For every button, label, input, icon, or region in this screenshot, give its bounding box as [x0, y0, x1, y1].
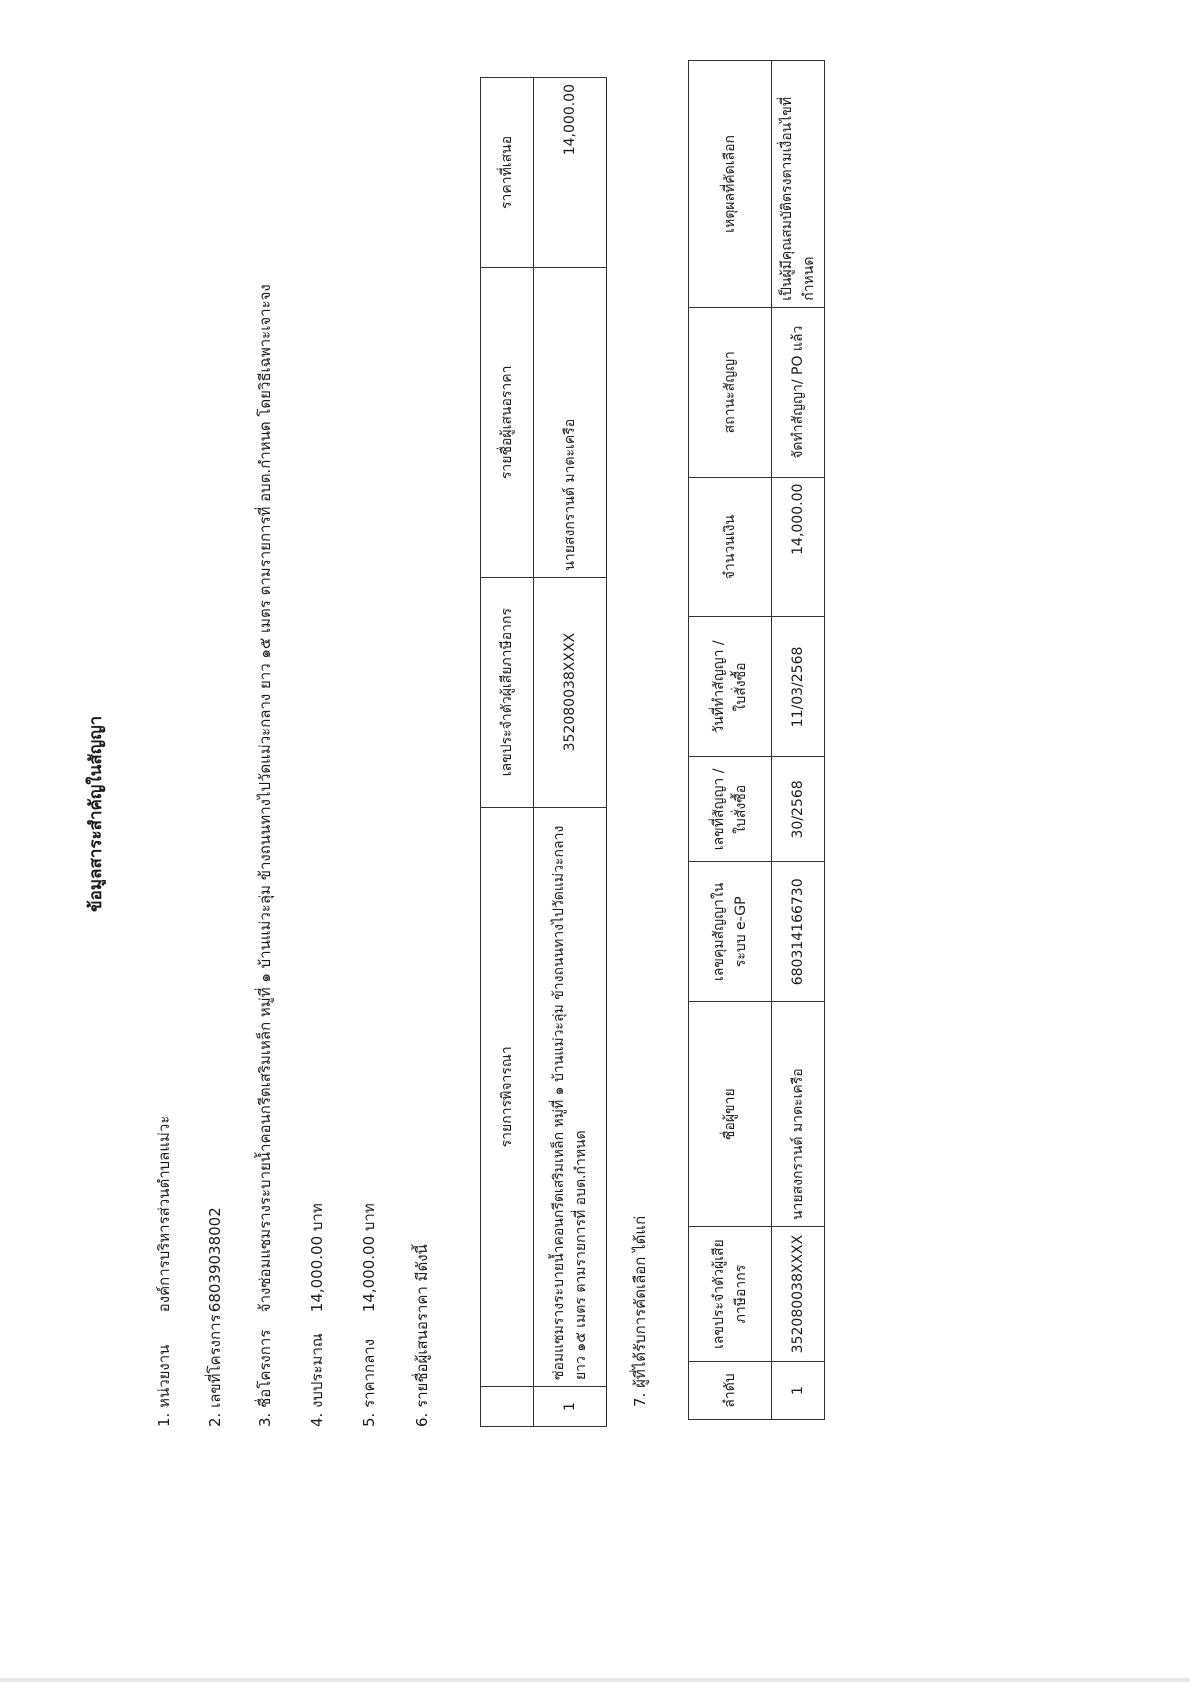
scan-edge [0, 1678, 1190, 1682]
column-header: เลขคุมสัญญาในระบบ e-GP [689, 862, 772, 1002]
table-cell: นายสงกรานต์ มาตะเครือ [772, 1002, 825, 1227]
section-bidders-heading: 6. รายชื่อผู้เสนอราคา มีดังนี้ [413, 1244, 431, 1427]
column-header: รายการพิจารณา [481, 807, 534, 1387]
section-winners-heading: 7. ผู้ที่ได้รับการคัดเลือก ได้แก่ [631, 1215, 649, 1407]
column-header: สถานะสัญญา [689, 307, 772, 477]
winners-table [688, 60, 825, 1420]
table-cell: ซ่อมแซมรางระบายน้ำคอนกรีตเสริมเหล็ก หมู่ที่ ๑ บ้านแม่วะลุ่ม ข้างถนนทางไปวัดแม่วะกลาง ยาว ๑๕ เมตร ตามรายการที่ อบต.กำหนด [534, 807, 607, 1387]
field-label: 3. ชื่อโครงการ [256, 1329, 274, 1427]
table-cell: นายสงกรานต์ มาตะเครือ [534, 267, 607, 577]
field-budget [305, 1203, 329, 1427]
field-label: 2. เลขที่โครงการ [206, 1314, 224, 1427]
field-label: 4. งบประมาณ [308, 1333, 326, 1427]
field-label: 5. ราคากลาง [360, 1338, 378, 1427]
table-cell: 1 [534, 1387, 607, 1427]
column-header: เหตุผลที่คัดเลือก [689, 61, 772, 308]
table-cell: 1 [772, 1362, 825, 1420]
field-agency [152, 1116, 176, 1427]
column-header: ชื่อผู้ขาย [689, 1002, 772, 1227]
column-header: รายชื่อผู้เสนอราคา [481, 267, 534, 577]
column-header: วันที่ทำสัญญา / ใบสั่งซื้อ [689, 617, 772, 757]
field-value: จ้างซ่อมแซมรางระบายน้ำคอนกรีตเสริมเหล็ก หมู่ที่ ๑ บ้านแม่วะลุ่ม ข้างถนนทางไปวัดแม่วะกลาง ยาว ๑๕ เมตร ตามรายการที่ อบต.กำหนด โดยวิธีเฉพาะเจาะจง [256, 284, 274, 1313]
table-cell: เป็นผู้มีคุณสมบัติตรงตามเงื่อนไขที่กำหนด [772, 61, 825, 308]
table-cell: 680314166730 [772, 862, 825, 1002]
table-cell: 11/03/2568 [772, 617, 825, 757]
column-header: ลำดับ [689, 1362, 772, 1420]
field-label: 1. หน่วยงาน [155, 1344, 173, 1427]
field-value: 14,000.00 บาท [360, 1203, 378, 1313]
field-project-name [253, 284, 277, 1427]
table-row [772, 61, 825, 1420]
table-header-row [689, 61, 772, 1420]
column-header: จำนวนเงิน [689, 477, 772, 617]
table-row [534, 78, 607, 1427]
column-header: ราคาที่เสนอ [481, 78, 534, 268]
table-cell: 30/2568 [772, 757, 825, 862]
table-cell: 352080038XXXX [534, 577, 607, 807]
bidders-table [480, 77, 607, 1427]
field-median-price [357, 1203, 381, 1427]
table-cell: จัดทำสัญญา/ PO แล้ว [772, 307, 825, 477]
field-value: องค์การบริหารส่วนตำบลแม่วะ [155, 1115, 173, 1313]
table-header-row [481, 78, 534, 1427]
table-cell: 14,000.00 [534, 78, 607, 268]
column-header: เลขประจำตัวผู้เสียภาษีอากร [689, 1227, 772, 1362]
column-header: เลขที่สัญญา / ใบสั่งซื้อ [689, 757, 772, 862]
table-cell: 14,000.00 [772, 477, 825, 617]
field-project-number [203, 1207, 227, 1427]
table-cell: 352080038XXXX [772, 1227, 825, 1362]
field-value: 68039038002 [206, 1207, 224, 1313]
column-header [481, 1387, 534, 1427]
document-title: ข้อมูลสาระสำคัญในสัญญา [86, 715, 106, 912]
field-value: 14,000.00 บาท [308, 1203, 326, 1313]
column-header: เลขประจำตัวผู้เสียภาษีอากร [481, 577, 534, 807]
